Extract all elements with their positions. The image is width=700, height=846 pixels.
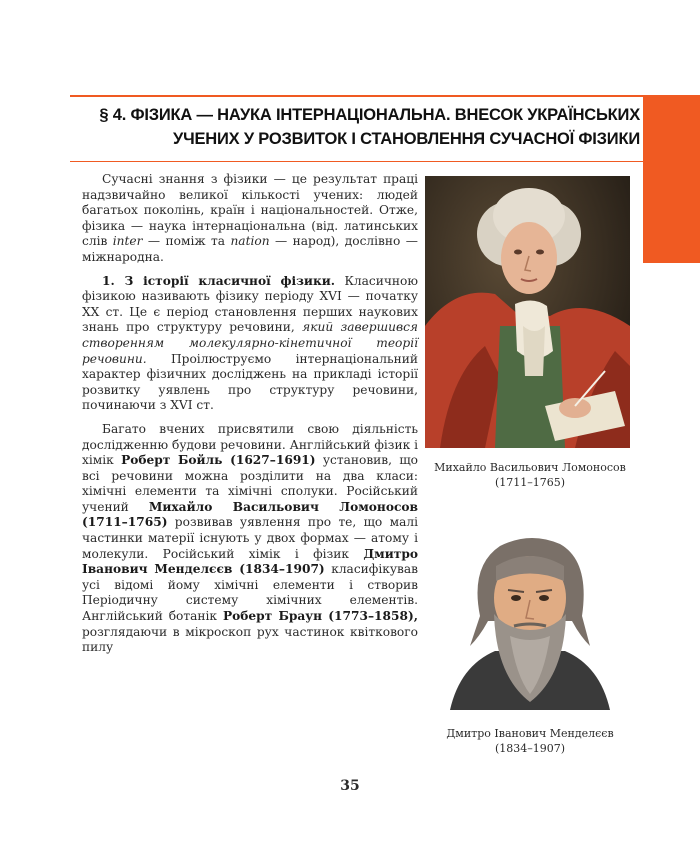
main-text-column xyxy=(82,172,418,656)
history-text-1: Класичною фізикою називають фізику періоду XVI — початку XX ст. Це є період становлення перших наукових знань про структуру речовини, xyxy=(82,273,418,335)
term-nation: nation xyxy=(230,234,270,249)
lomonosov-portrait xyxy=(425,176,630,448)
lomonosov-caption-years: (1711–1765) xyxy=(494,476,566,489)
intro-text-2: — поміж та xyxy=(142,234,231,249)
mendeleev-caption-years: (1834–1907) xyxy=(494,742,566,755)
section-title-line-2: УЧЕНИХ У РОЗВИТОК І СТАНОВЛЕННЯ СУЧАСНОЇ ФІЗИКИ xyxy=(173,130,640,148)
chapter-tab xyxy=(643,95,700,263)
term-inter: inter xyxy=(112,234,143,249)
name-mendeleev: Дмитро Іванович Менделєєв (1834–1907) xyxy=(82,546,418,577)
intro-text-3: — народ), дослівно — міжнародна. xyxy=(82,234,418,264)
sci-text-4: класифікував усі відомі йому хімічні елементи і створив Періодичну систему хімічних елементів. Англійський ботанік xyxy=(82,562,418,624)
history-paragraph xyxy=(82,274,418,414)
title-bottom-rule xyxy=(70,161,643,162)
intro-text-1: Сучасні знання з фізики — це результат праці надзвичайно великої кількості учених: людей багатьох поколінь, країн і національностей. Отже, фізика — наука інтернаціональна (від. латинських слів xyxy=(82,172,418,249)
lomonosov-caption-name: Михайло Васильович Ломоносов xyxy=(434,461,626,474)
intro-paragraph xyxy=(82,172,418,266)
page-number: 35 xyxy=(340,778,360,794)
title-top-rule xyxy=(70,95,643,97)
sci-text-2: установив, що всі речовини можна розділити на два класи: хімічні елементи та хімічні сполуки. Російський учений xyxy=(82,453,419,514)
history-italic: який завершився створенням молекулярно-кінетичної теорії речовини. xyxy=(82,320,418,366)
section-title-line-1: § 4. ФІЗИКА — НАУКА ІНТЕРНАЦІОНАЛЬНА. ВНЕСОК УКРАЇНСЬКИХ xyxy=(99,106,640,124)
section-title xyxy=(80,103,640,151)
history-text-2: Проілюструємо інтернаціональний характер фізичних досліджень на прикладі історії розвитку уявлень про структуру речовини, починаючи з XVI ст. xyxy=(82,351,418,413)
sci-text-3: розвивав уявлення про те, що малі частинки матерії існують у двох формах — атому і молекули. Російський хімік і фізик xyxy=(82,515,418,561)
name-brown: Роберт Браун (1773–1858), xyxy=(222,609,418,624)
scientists-paragraph xyxy=(82,422,418,656)
mendeleev-caption-name: Дмитро Іванович Менделєєв xyxy=(446,727,614,740)
lomonosov-caption xyxy=(420,460,640,490)
subsection-heading: 1. З історії класичної фізики. xyxy=(102,273,336,288)
mendeleev-caption xyxy=(420,726,640,756)
sci-text-5: розглядаючи в мікроскоп рух частинок квіткового пилу xyxy=(82,624,418,655)
name-lomonosov: Михайло Васильович Ломоносов (1711–1765) xyxy=(82,499,418,530)
name-boyle: Роберт Бойль (1627–1691) xyxy=(121,453,316,468)
sci-text-1: Багато вчених присвятили свою діяльність дослідженню будови речовини. Англійський фізик і хімік xyxy=(82,421,418,468)
mendeleev-portrait xyxy=(440,526,620,710)
